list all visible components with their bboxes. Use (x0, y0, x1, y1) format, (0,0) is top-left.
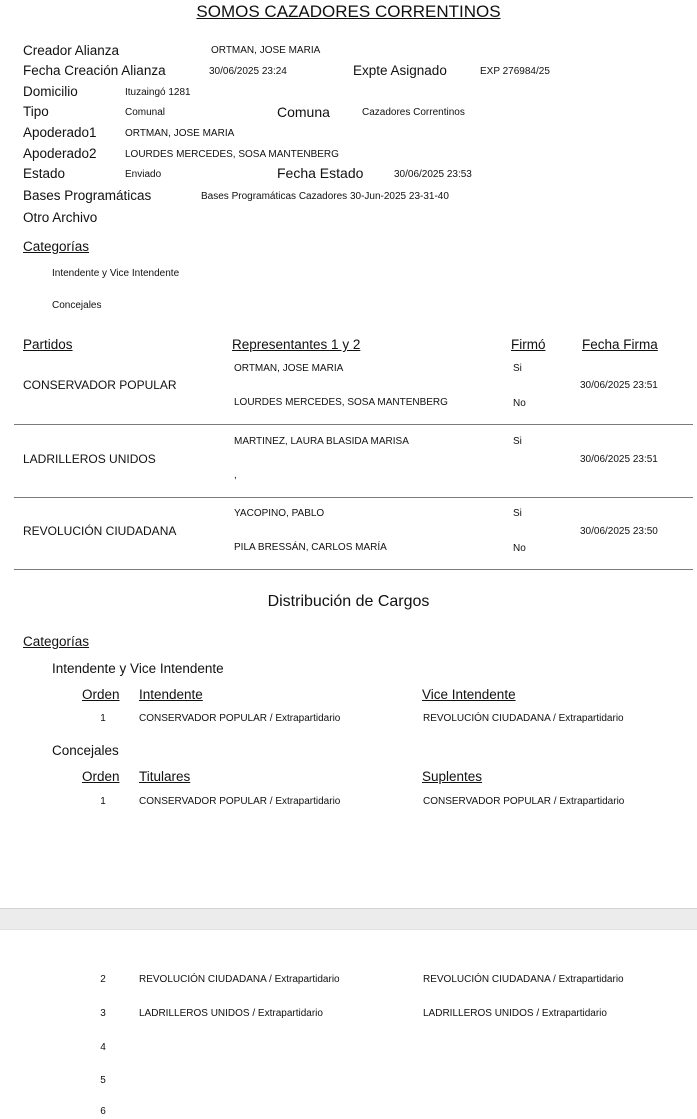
categoria-item: Concejales (52, 300, 102, 311)
cargo-value: CONSERVADOR POPULAR / Extrapartidario (139, 796, 341, 807)
row-divider (14, 497, 693, 498)
firmo-value: Si (513, 436, 522, 447)
otro-archivo-label: Otro Archivo (23, 210, 98, 225)
bases-label: Bases Programáticas (23, 188, 152, 203)
cargo-value: CONSERVADOR POPULAR / Extrapartidario (423, 796, 625, 807)
orden-value: 1 (100, 713, 106, 724)
representante-1: ORTMAN, JOSE MARIA (234, 363, 344, 374)
cargo-value: REVOLUCIÓN CIUDADANA / Extrapartidario (423, 974, 624, 985)
orden-value: 4 (100, 1042, 106, 1053)
expte-value: EXP 276984/25 (480, 66, 550, 77)
apoderado1-value: ORTMAN, JOSE MARIA (125, 128, 235, 139)
row-divider (14, 424, 693, 425)
tipo-label: Tipo (23, 104, 49, 119)
col-header-suplentes: Suplentes (422, 769, 483, 784)
page-break (0, 908, 697, 930)
distribucion-categorias-heading: Categorías (23, 634, 90, 649)
document-title: SOMOS CAZADORES CORRENTINOS (196, 2, 501, 21)
orden-value: 1 (100, 796, 106, 807)
firmo-value: No (513, 398, 526, 409)
col-header-orden: Orden (82, 769, 120, 784)
creador-value: ORTMAN, JOSE MARIA (211, 45, 321, 56)
cargo-value: REVOLUCIÓN CIUDADANA / Extrapartidario (139, 974, 340, 985)
representante-1: YACOPINO, PABLO (234, 508, 325, 519)
apoderado2-value: LOURDES MERCEDES, SOSA MANTENBERG (125, 149, 339, 160)
fecha-firma-value: 30/06/2025 23:51 (580, 454, 658, 465)
comuna-label: Comuna (277, 104, 330, 120)
col-header-representantes: Representantes 1 y 2 (232, 337, 361, 352)
firmo-value: Si (513, 363, 522, 374)
apoderado2-label: Apoderado2 (23, 146, 97, 161)
representante-1: MARTINEZ, LAURA BLASIDA MARISA (234, 436, 409, 447)
fecha-creacion-label: Fecha Creación Alianza (23, 63, 166, 78)
fecha-estado-value: 30/06/2025 23:53 (394, 169, 472, 180)
col-header-firmo: Firmó (511, 337, 546, 352)
distribucion-title: Distribución de Cargos (267, 593, 430, 610)
firmo-value: Si (513, 508, 522, 519)
bases-value[interactable]: Bases Programáticas Cazadores 30-Jun-2025 23-31-40 (201, 191, 449, 202)
col-header-intendente: Intendente (139, 687, 203, 702)
firmo-value: No (513, 543, 526, 554)
estado-label: Estado (23, 166, 66, 181)
partido-name: CONSERVADOR POPULAR (23, 378, 177, 392)
cargo-value: CONSERVADOR POPULAR / Extrapartidario (139, 713, 341, 724)
col-header-fecha-firma: Fecha Firma (582, 337, 658, 352)
domicilio-value: Ituzaingó 1281 (125, 87, 191, 98)
creador-label: Creador Alianza (23, 43, 120, 58)
orden-value: 2 (100, 974, 106, 985)
orden-value: 6 (100, 1106, 106, 1117)
cargo-value: LADRILLEROS UNIDOS / Extrapartidario (423, 1008, 607, 1019)
apoderado1-label: Apoderado1 (23, 125, 97, 140)
categoria-item: Intendente y Vice Intendente (52, 268, 180, 279)
cargo-value: LADRILLEROS UNIDOS / Extrapartidario (139, 1008, 323, 1019)
fecha-firma-value: 30/06/2025 23:50 (580, 526, 658, 537)
concejales-category: Concejales (52, 743, 119, 758)
col-header-partidos: Partidos (23, 337, 73, 352)
estado-value: Enviado (125, 169, 162, 180)
partido-name: LADRILLEROS UNIDOS (23, 452, 156, 466)
col-header-vice-intendente: Vice Intendente (422, 687, 516, 702)
representante-2: PILA BRESSÁN, CARLOS MARÍA (234, 542, 387, 553)
tipo-value: Comunal (125, 107, 166, 118)
intendente-category: Intendente y Vice Intendente (52, 661, 224, 676)
row-divider (14, 569, 693, 570)
representante-2: , (234, 470, 237, 481)
partido-name: REVOLUCIÓN CIUDADANA (23, 524, 177, 538)
fecha-firma-value: 30/06/2025 23:51 (580, 380, 658, 391)
representante-2: LOURDES MERCEDES, SOSA MANTENBERG (234, 397, 448, 408)
cargo-value: REVOLUCIÓN CIUDADANA / Extrapartidario (423, 713, 624, 724)
orden-value: 3 (100, 1008, 106, 1019)
domicilio-label: Domicilio (23, 84, 78, 99)
fecha-creacion-value: 30/06/2025 23:24 (209, 66, 287, 77)
orden-value: 5 (100, 1075, 106, 1086)
col-header-orden: Orden (82, 687, 120, 702)
expte-label: Expte Asignado (353, 63, 447, 78)
fecha-estado-label: Fecha Estado (277, 165, 364, 181)
categorias-heading: Categorías (23, 239, 90, 254)
col-header-titulares: Titulares (139, 769, 191, 784)
comuna-value: Cazadores Correntinos (362, 107, 465, 118)
